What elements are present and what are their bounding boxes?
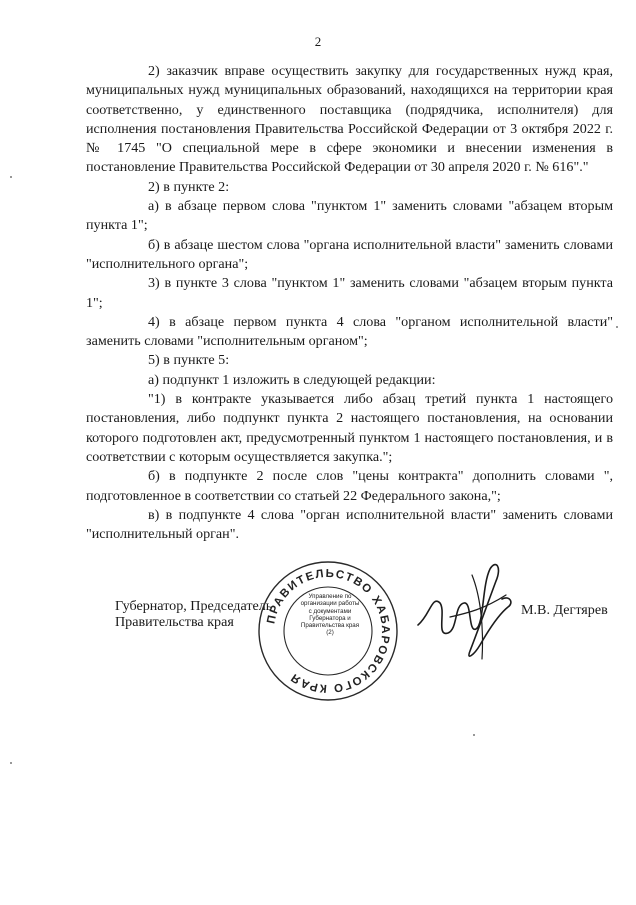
handwritten-signature [410, 555, 520, 675]
seal-ring-text: ПРАВИТЕЛЬСТВО ХАБАРОВСКОГО КРАЯ [265, 567, 392, 695]
seal-center-text: Управление по организации работы с документами Губернатора и Правительства края (2) [300, 593, 360, 637]
paragraph: б) в абзаце шестом слова "органа исполнительной власти" заменить словами "исполнительного органа"; [86, 236, 613, 272]
paragraph: "1) в контракте указывается либо абзац третий пункта 1 настоящего постановления, либо подпункт пункта 2 настоящего постановления, на основании которого подготовлен акт, предусмотренный пунктом 1 настоящего постановления, и в соответствии с которым осуществляется закупка."; [86, 391, 613, 465]
paragraph: 4) в абзаце первом пункта 4 слова "органом исполнительной власти" заменить словами "исполнительным органом"; [86, 313, 613, 350]
scan-speck [616, 326, 618, 328]
paragraph: 3) в пункте 3 слова "пунктом 1" заменить словами "абзацем вторым пункта 1"; [86, 275, 613, 311]
scan-speck [473, 734, 475, 736]
paragraph: б) в подпункте 2 после слов "цены контракта" дополнить словами ", подготовленное в соответствии со статьей 22 Федерального закона,"; [86, 468, 613, 504]
paragraph: 2) заказчик вправе осуществить закупку для государственных нужд края, муниципальных нужд муниципальных образований, находящихся на территории края соответственно, у единственного поставщика (подрядчика, исполнителя) для исполнения постановления Правительства Российской Федерации от 3 октября 2022 г. № 1745 "О специальной мере в сфере экономики и внесении изменения в постановление Правительства Российской Федерации от 30 апреля 2020 г. № 616"." [86, 63, 613, 176]
signatory-name: М.В. Дегтярев [521, 602, 608, 618]
official-seal [257, 560, 399, 702]
paragraph: 5) в пункте 5: [148, 352, 230, 369]
document-body [86, 62, 613, 544]
paragraph: в) в подпункте 4 слова "орган исполнительной власти" заменить словами "исполнительный орган". [86, 506, 613, 543]
scan-speck [10, 762, 12, 764]
paragraph: а) в абзаце первом слова "пунктом 1" заменить словами "абзацем вторым пункта 1"; [86, 198, 613, 234]
paragraph: 2) в пункте 2: [148, 178, 230, 195]
signatory-title: Губернатор, Председатель Правительства края [115, 598, 273, 630]
svg-text:ПРАВИТЕЛЬСТВО ХАБАРОВСКОГО КРА [265, 568, 391, 694]
scan-speck [10, 176, 12, 178]
page-number: 2 [314, 34, 322, 49]
paragraph: а) подпункт 1 изложить в следующей редакции: [148, 371, 436, 388]
